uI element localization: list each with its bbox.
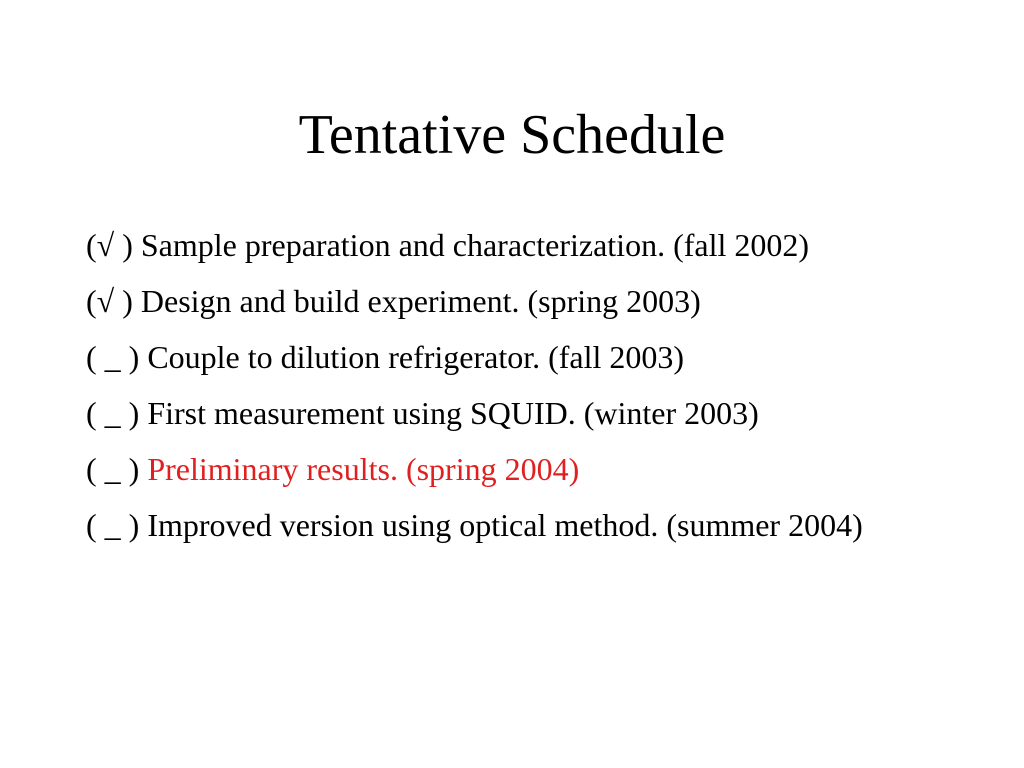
status-marker-checked: (√ ) <box>86 283 133 319</box>
schedule-list <box>86 226 946 562</box>
schedule-item-text: Sample preparation and characterization. (fall 2002) <box>140 227 810 263</box>
schedule-item-squid-measurement <box>86 394 946 433</box>
schedule-item-sample-preparation <box>86 226 946 265</box>
schedule-item-text: Improved version using optical method. (summer 2004) <box>147 507 863 543</box>
schedule-item-text: First measurement using SQUID. (winter 2003) <box>147 395 759 431</box>
schedule-item-text: Couple to dilution refrigerator. (fall 2003) <box>147 339 685 375</box>
status-marker-checked: (√ ) <box>86 227 133 263</box>
schedule-item-design-build <box>86 282 946 321</box>
schedule-item-optical-method <box>86 506 946 545</box>
schedule-item-preliminary-results <box>86 450 946 489</box>
schedule-item-text: Design and build experiment. (spring 2003) <box>140 283 701 319</box>
status-marker-pending: ( _ ) <box>86 507 140 543</box>
status-marker-pending: ( _ ) <box>86 451 140 487</box>
status-marker-pending: ( _ ) <box>86 339 140 375</box>
schedule-item-text-highlighted: Preliminary results. (spring 2004) <box>147 451 580 487</box>
schedule-item-dilution-refrigerator <box>86 338 946 377</box>
slide-title: Tentative Schedule <box>298 104 726 166</box>
status-marker-pending: ( _ ) <box>86 395 140 431</box>
